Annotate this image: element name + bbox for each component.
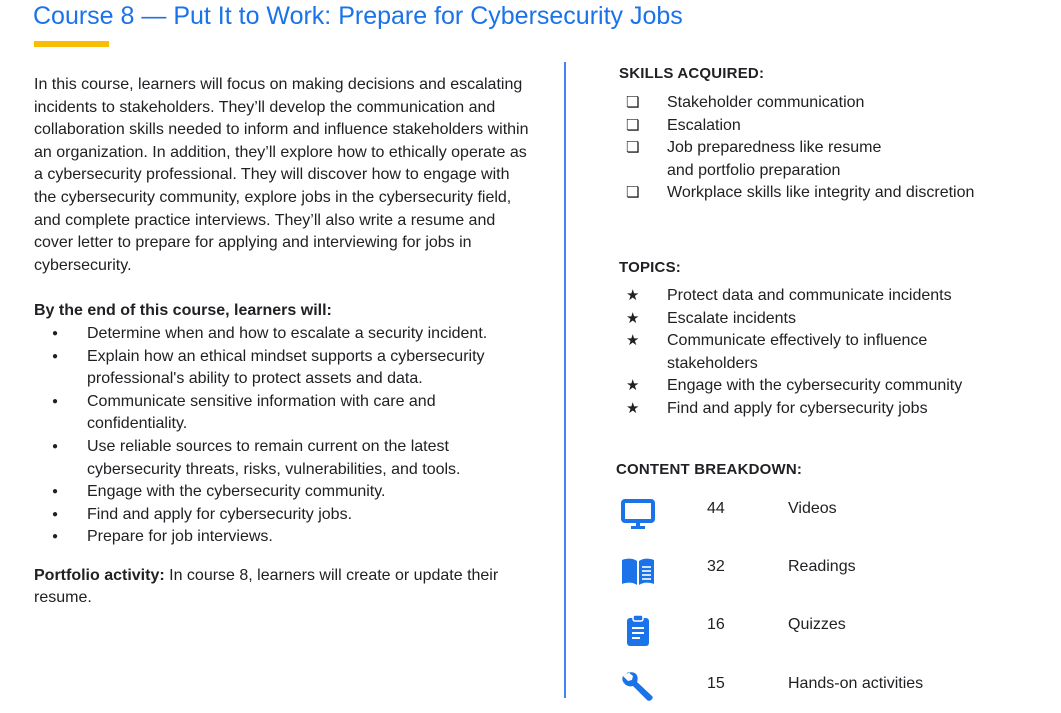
star-icon: ★ xyxy=(626,377,640,395)
monitor-icon xyxy=(621,498,655,532)
content-breakdown-heading: CONTENT BREAKDOWN: xyxy=(616,461,803,478)
skill-item xyxy=(619,115,1019,138)
quizzes-label: Quizzes xyxy=(788,616,846,633)
videos-label: Videos xyxy=(788,500,837,517)
star-icon: ★ xyxy=(626,399,640,417)
checkbox-icon: ❏ xyxy=(626,139,640,157)
topic-item xyxy=(619,398,1019,421)
portfolio-label: Portfolio activity: xyxy=(34,566,165,584)
videos-count: 44 xyxy=(707,500,725,517)
breakdown-row-readings xyxy=(619,556,1039,596)
outcome-item: ● Find and apply for cybersecurity jobs. xyxy=(34,504,534,527)
skills-list xyxy=(619,92,1019,205)
topic-item xyxy=(619,375,1019,398)
outcome-item: ● Use reliable sources to remain current on the latest cybersecurity threats, risks, vulnerabilities, and tools. xyxy=(34,436,534,481)
skill-item xyxy=(619,182,1019,205)
page-title: Course 8 — Put It to Work: Prepare for Cybersecurity Jobs xyxy=(33,2,683,30)
skill-text: Escalation xyxy=(667,116,741,134)
topics-list xyxy=(619,285,1019,421)
outcome-item: ● Explain how an ethical mindset supports a cybersecurity professional's ability to protect assets and data. xyxy=(34,346,534,391)
outcome-item: ● Engage with the cybersecurity community. xyxy=(34,481,534,504)
topic-item xyxy=(619,308,1019,331)
column-divider xyxy=(564,62,566,698)
checkbox-icon: ❏ xyxy=(626,94,640,111)
outcome-item: ● Communicate sensitive information with care and confidentiality. xyxy=(34,391,534,436)
outcome-item: ● Determine when and how to escalate a security incident. xyxy=(34,323,534,346)
skill-text: Stakeholder communication xyxy=(667,94,865,111)
hands-on-label: Hands-on activities xyxy=(788,675,924,692)
star-icon: ★ xyxy=(626,309,640,327)
skill-text: Workplace skills like integrity and discretion xyxy=(667,184,975,202)
breakdown-row-hands-on xyxy=(619,673,1039,713)
checkbox-icon: ❏ xyxy=(626,116,640,134)
topic-text: Protect data and communicate incidents xyxy=(667,287,952,304)
topic-text: Engage with the cybersecurity community xyxy=(667,377,963,395)
course-description xyxy=(34,74,534,610)
hands-on-count: 15 xyxy=(707,675,725,692)
skill-item xyxy=(619,137,897,182)
portfolio-activity xyxy=(34,565,534,610)
outcomes-list xyxy=(34,323,534,549)
star-icon: ★ xyxy=(626,287,640,304)
topics-heading: TOPICS: xyxy=(619,259,681,276)
topic-text: Find and apply for cybersecurity jobs xyxy=(667,399,928,417)
readings-count: 32 xyxy=(707,558,725,575)
topic-text: Escalate incidents xyxy=(667,309,796,327)
clipboard-icon xyxy=(621,614,655,648)
checkbox-icon: ❏ xyxy=(626,184,640,202)
topic-item xyxy=(619,285,1019,308)
breakdown-row-videos xyxy=(619,498,1039,538)
topic-text: Communicate effectively to influence stakeholders xyxy=(667,332,928,372)
star-icon: ★ xyxy=(626,332,640,350)
breakdown-row-quizzes xyxy=(619,614,1039,654)
outcomes-heading: By the end of this course, learners will: xyxy=(34,302,332,320)
skill-text: Job preparedness like resume and portfolio preparation xyxy=(667,139,882,179)
skills-heading: SKILLS ACQUIRED: xyxy=(619,65,765,82)
book-icon xyxy=(621,557,655,587)
title-underline xyxy=(34,41,109,47)
topic-item xyxy=(619,330,997,375)
readings-label: Readings xyxy=(788,558,856,575)
skill-item xyxy=(619,92,1019,115)
intro-paragraph: In this course, learners will focus on making decisions and escalating incidents to stakeholders. They’ll develop the communication and collaboration skills needed to inform and influence stakeholders within an organization. In addition, they’ll explore how to ethically operate as a cybersecurity professional. They will discover how to engage with the cybersecurity community, explore jobs in the cybersecurity field, and complete practice interviews. They’ll also write a resume and cover letter to prepare for applying and interviewing for jobs in cybersecurity. xyxy=(34,76,529,274)
portfolio-text: In course 8, learners will create or update their resume. xyxy=(34,566,499,607)
outcome-item: ● Prepare for job interviews. xyxy=(34,526,534,549)
wrench-icon xyxy=(621,671,655,701)
quizzes-count: 16 xyxy=(707,616,725,633)
